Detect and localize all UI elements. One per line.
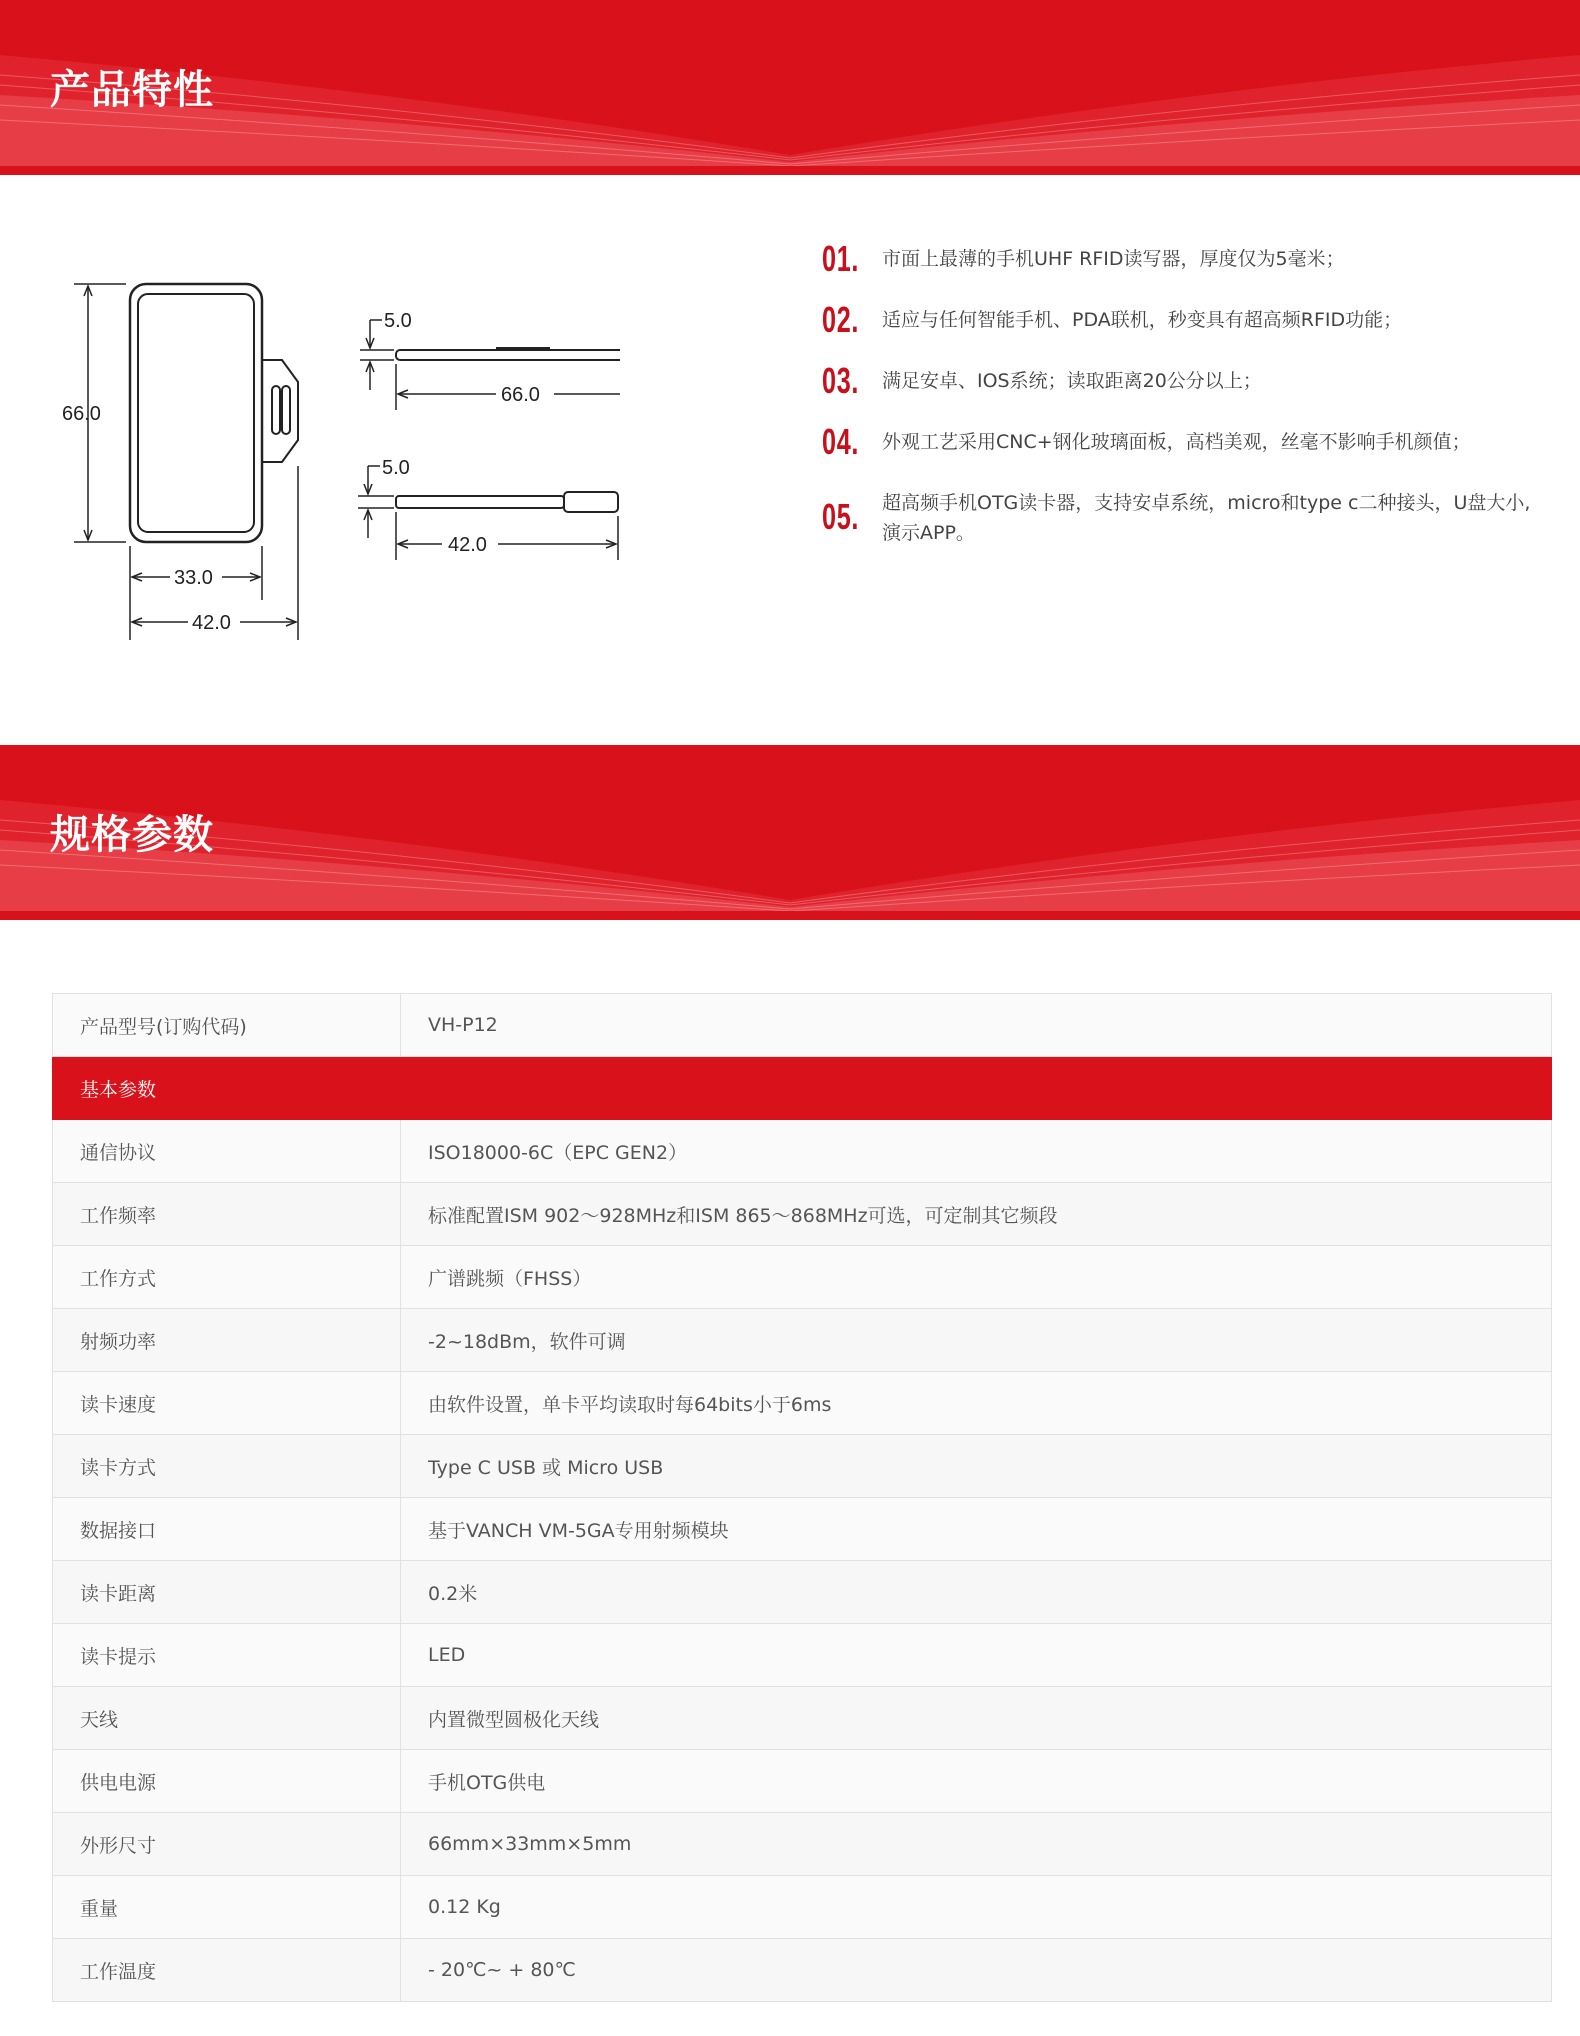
table-row xyxy=(53,1750,1552,1813)
side-long-length-label: 66.0 xyxy=(501,384,540,406)
table-section-header xyxy=(53,1057,1552,1120)
banner-background xyxy=(0,0,1580,175)
spec-key: 供电电源 xyxy=(53,1750,401,1813)
spec-key: 通信协议 xyxy=(53,1120,401,1183)
spec-key: 外形尺寸 xyxy=(53,1813,401,1876)
spec-value: 基于VANCH VM-5GA专用射频模块 xyxy=(401,1498,1552,1561)
feature-text: 超高频手机OTG读卡器，支持安卓系统，micro和type c二种接头，U盘大小,演示APP。 xyxy=(882,492,1531,544)
spec-value: - 20℃~ + 80℃ xyxy=(401,1939,1552,2002)
front-outer-width-label: 42.0 xyxy=(192,612,231,634)
spec-key: 工作频率 xyxy=(53,1183,401,1246)
banner-background xyxy=(0,745,1580,920)
table-row xyxy=(53,1183,1552,1246)
feature-number: 05. xyxy=(822,496,860,537)
table-row xyxy=(53,1939,1552,2002)
spec-value: LED xyxy=(401,1624,1552,1687)
side-short-thickness-label: 5.0 xyxy=(382,457,410,479)
table-row xyxy=(53,1120,1552,1183)
spec-key: 读卡提示 xyxy=(53,1624,401,1687)
front-view-outline xyxy=(130,284,298,542)
spec-key: 产品型号(订购代码) xyxy=(53,994,401,1057)
spec-key: 天线 xyxy=(53,1687,401,1750)
table-row xyxy=(53,1246,1552,1309)
spec-key: 射频功率 xyxy=(53,1309,401,1372)
spec-value: 广谱跳频（FHSS） xyxy=(401,1246,1552,1309)
spec-key: 工作方式 xyxy=(53,1246,401,1309)
page-title: 产品特性 xyxy=(50,67,214,113)
dimension-diagram xyxy=(60,270,620,650)
spec-value: 0.12 Kg xyxy=(401,1876,1552,1939)
spec-value: 66mm×33mm×5mm xyxy=(401,1813,1552,1876)
section-title: 规格参数 xyxy=(50,812,214,858)
section-banner-specs xyxy=(0,745,1580,920)
spec-key: 读卡距离 xyxy=(53,1561,401,1624)
spec-value: 由软件设置，单卡平均读取时每64bits小于6ms xyxy=(401,1372,1552,1435)
table-row xyxy=(53,1498,1552,1561)
spec-value: VH-P12 xyxy=(401,994,1552,1057)
front-inner-width-label: 33.0 xyxy=(174,567,213,589)
side-long-thickness-label: 5.0 xyxy=(384,310,412,332)
spec-value: 0.2米 xyxy=(401,1561,1552,1624)
table-row xyxy=(53,1813,1552,1876)
section-banner-features xyxy=(0,0,1580,175)
feature-number: 03. xyxy=(822,360,860,401)
side-view-short xyxy=(396,492,618,512)
table-row xyxy=(53,1372,1552,1435)
spec-value: -2~18dBm，软件可调 xyxy=(401,1309,1552,1372)
table-row xyxy=(53,1561,1552,1624)
spec-value: ISO18000-6C（EPC GEN2） xyxy=(401,1120,1552,1183)
side-short-length-label: 42.0 xyxy=(448,534,487,556)
spec-key: 数据接口 xyxy=(53,1498,401,1561)
spec-key: 读卡方式 xyxy=(53,1435,401,1498)
spec-key: 重量 xyxy=(53,1876,401,1939)
table-row xyxy=(53,1687,1552,1750)
table-row xyxy=(53,1435,1552,1498)
side-long-dimension-lines xyxy=(360,320,620,410)
table-row xyxy=(53,994,1552,1057)
feature-text: 适应与任何智能手机、PDA联机，秒变具有超高频RFID功能； xyxy=(882,309,1403,331)
feature-text: 外观工艺采用CNC+钢化玻璃面板，高档美观，丝毫不影响手机颜值； xyxy=(882,431,1471,453)
spec-value: 手机OTG供电 xyxy=(401,1750,1552,1813)
table-row xyxy=(53,1624,1552,1687)
table-row xyxy=(53,1876,1552,1939)
feature-text: 市面上最薄的手机UHF RFID读写器，厚度仅为5毫米； xyxy=(882,248,1345,270)
section-label: 基本参数 xyxy=(53,1057,1552,1120)
spec-value: 标准配置ISM 902～928MHz和ISM 865～868MHz可选，可定制其它频段 xyxy=(401,1183,1552,1246)
feature-number: 01. xyxy=(822,238,860,279)
feature-number: 02. xyxy=(822,299,860,340)
spec-key: 读卡速度 xyxy=(53,1372,401,1435)
front-height-label: 66.0 xyxy=(62,403,101,425)
feature-number: 04. xyxy=(822,421,860,462)
spec-key: 工作温度 xyxy=(53,1939,401,2002)
spec-value: Type C USB 或 Micro USB xyxy=(401,1435,1552,1498)
spec-value: 内置微型圆极化天线 xyxy=(401,1687,1552,1750)
spec-table xyxy=(52,993,1552,2002)
side-view-long xyxy=(396,348,620,360)
table-row xyxy=(53,1309,1552,1372)
feature-text: 满足安卓、IOS系统；读取距离20公分以上； xyxy=(882,370,1262,392)
